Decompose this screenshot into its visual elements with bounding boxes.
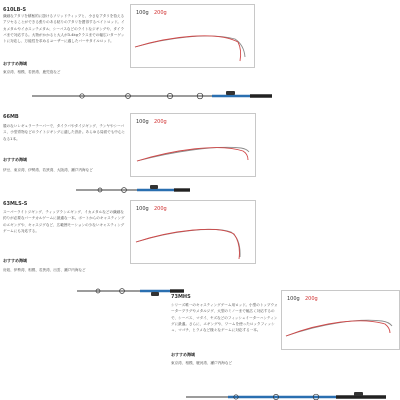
legend-100g: 100g [136, 119, 149, 125]
bend-curves [131, 5, 254, 67]
legend-200g: 200g [154, 119, 167, 125]
rod-image-610lb-s [32, 91, 272, 99]
curve-100g [136, 229, 240, 257]
bending-curve-graph [130, 113, 256, 177]
model-name: 63MLS-S [3, 201, 28, 207]
legend-200g: 200g [154, 10, 167, 16]
bending-curve-graph [281, 290, 400, 350]
bend-curves [282, 291, 399, 349]
legend-200g: 200g [305, 296, 318, 302]
model-name: 610LB-S [3, 7, 27, 13]
legend-200g: 200g [154, 206, 167, 212]
recommended-areas: 東京湾、相模、駿河湾、瀬戸内海など [171, 361, 233, 365]
model-description: 繊細なアタリを積極的に掛けるソリッドティップと、小さなアタリを拾えるアワセることができる張りのある粘りのアタリを獲得するベイトロッド。イカメタルやイカスッテメタル、シーバスなどのライトなジギングや、タイラバまで対応する。大物がかかると大人が3-4kgクラスまでの幅広いターゲットに対応し、万能性を求めるユーザーに適したバーサタイルロッド。 [3, 14, 125, 44]
bending-curve-graph [130, 4, 255, 68]
legend-100g: 100g [136, 206, 149, 212]
recommended-areas: 伊豆、東京湾、伊勢湾、若狭湾、大阪湾、瀬戸内海など [3, 168, 93, 172]
model-name: 66MB [3, 114, 19, 120]
model-description: スーパーライトジギング、ティップランエギング、イカメタルなどの繊細な釣りが必要なバーチカルゲームに最適な一本。ボートからのキャスティングのエギングや、キャスジグなど、広範囲モーションの少ないキャスティングゲームにも対応する。 [3, 210, 125, 233]
model-description: シリーズ唯一のキャスティングゲーム用ロッド。小型のトップウォータープラグやメタルジグ、大型のミノーまで幅広く対応するので、シーバス、マダイ、ヤズなどのフィッシュイーターハンティングに最適。さらに、エギングや、ワームを使ったロックフィッシュ、マゴチ、ヒラメなど様々なゲームに対応する一本。 [171, 303, 278, 333]
recommended-heading: おすすめ海域 [171, 352, 196, 357]
curve-200g [136, 229, 239, 259]
rod-image-73mhs [186, 392, 386, 400]
recommended-areas: 東京湾、相模、若狭湾、鹿児島など [3, 70, 61, 74]
recommended-heading: おすすめ海域 [3, 61, 28, 66]
model-name: 73MHS [171, 294, 191, 300]
legend-100g: 100g [287, 296, 300, 302]
rod-image-66mb [76, 185, 190, 192]
bend-curves [131, 201, 255, 263]
bend-curves [131, 114, 255, 176]
recommended-heading: おすすめ海域 [3, 258, 28, 263]
model-description: 膝のないレギュラーテーパーで、タイラバやタイジギング、テンヤやシーバス、小型青物などのライトジギングに適した設計。あらゆる局面でも中心となる1本。 [3, 124, 126, 141]
recommended-heading: おすすめ海域 [3, 157, 28, 162]
curve-200g [135, 36, 241, 61]
legend-100g: 100g [136, 10, 149, 16]
recommended-areas: 房総、伊勢湾、相模、若狭湾、出雲、瀬戸内海など [3, 268, 86, 272]
curve-100g [135, 36, 245, 57]
bending-curve-graph [130, 200, 256, 264]
rod-image-63mls-s [77, 289, 184, 296]
